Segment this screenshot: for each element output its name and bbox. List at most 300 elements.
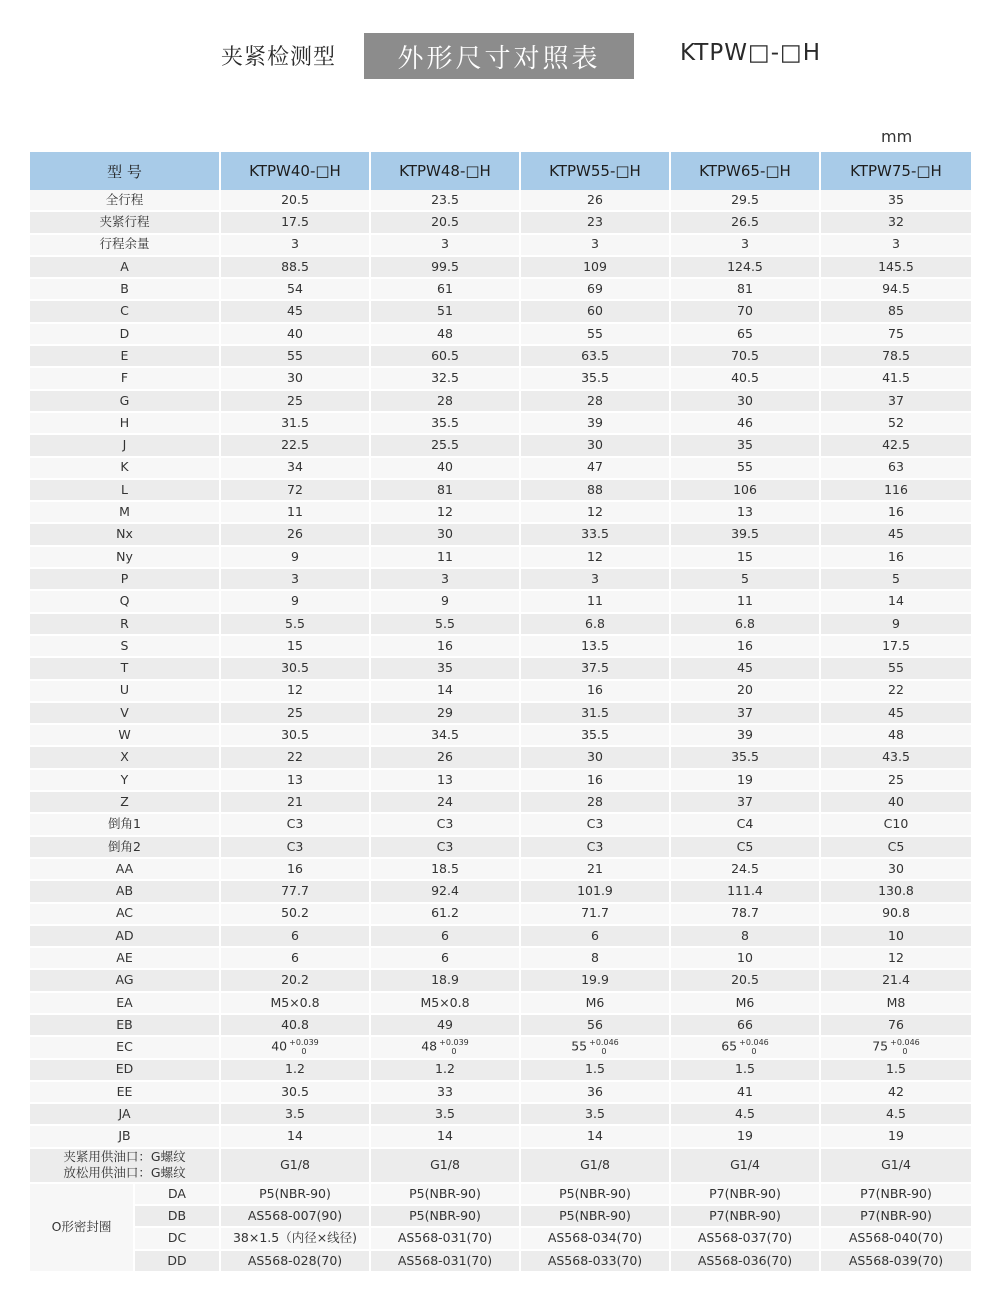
table-cell: 15 (671, 547, 821, 569)
row-label: M (30, 502, 221, 524)
table-cell: 25.5 (371, 435, 521, 457)
row-label: H (30, 413, 221, 435)
table-cell: 1.5 (671, 1060, 821, 1082)
table-cell: 4.5 (821, 1104, 971, 1126)
table-row (30, 658, 971, 680)
table-row (30, 770, 971, 792)
table-row (30, 591, 971, 613)
table-row (30, 926, 971, 948)
table-cell: 28 (521, 792, 671, 814)
table-cell: 61.2 (371, 904, 521, 926)
table-row (30, 904, 971, 926)
table-cell: C3 (371, 837, 521, 859)
table-cell: 21.4 (821, 970, 971, 992)
table-row (30, 636, 971, 658)
table-cell: 24 (371, 792, 521, 814)
table-row (30, 725, 971, 747)
table-body (30, 190, 971, 1273)
table-row (30, 279, 971, 301)
header-model: KTPW75-□H (821, 152, 971, 190)
table-cell: 14 (371, 681, 521, 703)
table-cell: 36 (521, 1082, 671, 1104)
table-cell: 30 (821, 859, 971, 881)
table-cell: 3 (371, 569, 521, 591)
table-cell: 30.5 (221, 1082, 371, 1104)
table-cell: P7(NBR-90) (821, 1184, 971, 1206)
table-cell: 22 (221, 747, 371, 769)
table-cell: 37 (671, 703, 821, 725)
table-cell: 37 (821, 391, 971, 413)
table-row (30, 948, 971, 970)
table-cell: 51 (371, 301, 521, 323)
table-row (30, 970, 971, 992)
table-cell: 41 (671, 1082, 821, 1104)
table-cell: 56 (521, 1015, 671, 1037)
table-cell: G1/4 (821, 1149, 971, 1184)
row-label: L (30, 480, 221, 502)
table-cell: C3 (521, 814, 671, 836)
table-row (30, 1082, 971, 1104)
table-cell: 30 (521, 435, 671, 457)
table-cell: 6.8 (521, 614, 671, 636)
table-row (30, 1060, 971, 1082)
table-cell: 4.5 (671, 1104, 821, 1126)
row-label: EE (30, 1082, 221, 1104)
table-cell: 6.8 (671, 614, 821, 636)
table-row (30, 814, 971, 836)
table-cell: 40 (821, 792, 971, 814)
table-cell: 12 (521, 502, 671, 524)
table-cell: 50.2 (221, 904, 371, 926)
row-label: Z (30, 792, 221, 814)
table-row (30, 881, 971, 903)
table-cell: 3 (521, 235, 671, 257)
table-cell: 65 (671, 324, 821, 346)
table-cell: 10 (671, 948, 821, 970)
table-cell: 145.5 (821, 257, 971, 279)
table-cell: P5(NBR-90) (521, 1184, 671, 1206)
table-cell: 16 (521, 681, 671, 703)
row-label: Y (30, 770, 221, 792)
table-cell: P7(NBR-90) (671, 1184, 821, 1206)
oring-sub-label: DD (135, 1251, 221, 1273)
table-cell: 3 (371, 235, 521, 257)
table-cell: 63 (821, 458, 971, 480)
table-cell: 48 (821, 725, 971, 747)
table-row (30, 703, 971, 725)
row-label: 行程余量 (30, 235, 221, 257)
table-cell: 6 (221, 948, 371, 970)
table-cell: 13 (671, 502, 821, 524)
table-cell: 30 (221, 368, 371, 390)
table-cell: 54 (221, 279, 371, 301)
table-cell: 70 (671, 301, 821, 323)
table-cell: 61 (371, 279, 521, 301)
row-label: Q (30, 591, 221, 613)
table-cell: 45 (821, 524, 971, 546)
row-label: JB (30, 1126, 221, 1148)
table-cell: AS568-031(70) (371, 1251, 521, 1273)
table-cell: 30 (521, 747, 671, 769)
table-cell: 39 (521, 413, 671, 435)
table-cell: C3 (371, 814, 521, 836)
table-cell (521, 1037, 671, 1059)
table-cell: 28 (371, 391, 521, 413)
table-cell (671, 1037, 821, 1059)
row-label: D (30, 324, 221, 346)
table-cell: 3.5 (371, 1104, 521, 1126)
table-cell: P5(NBR-90) (221, 1184, 371, 1206)
table-cell: 24.5 (671, 859, 821, 881)
table-cell: 55 (221, 346, 371, 368)
table-cell: M6 (671, 993, 821, 1015)
table-cell: 3 (221, 235, 371, 257)
table-cell: 34.5 (371, 725, 521, 747)
table-cell: M6 (521, 993, 671, 1015)
table-cell: 32 (821, 212, 971, 234)
table-cell: AS568-039(70) (821, 1251, 971, 1273)
table-cell: 69 (521, 279, 671, 301)
table-cell: 21 (221, 792, 371, 814)
table-row (30, 1149, 971, 1184)
table-row (30, 190, 971, 212)
table-cell: AS568-036(70) (671, 1251, 821, 1273)
row-label: 倒角1 (30, 814, 221, 836)
table-cell: G1/4 (671, 1149, 821, 1184)
table-cell: 90.8 (821, 904, 971, 926)
unit-label: mm (881, 127, 913, 146)
row-label: 全行程 (30, 190, 221, 212)
table-cell: 116 (821, 480, 971, 502)
table-cell: 88 (521, 480, 671, 502)
table-cell: 81 (371, 480, 521, 502)
table-cell: 6 (371, 926, 521, 948)
table-row (30, 547, 971, 569)
table-cell: 3.5 (221, 1104, 371, 1126)
table-cell: 29 (371, 703, 521, 725)
table-cell: P5(NBR-90) (521, 1206, 671, 1228)
table-cell: G1/8 (221, 1149, 371, 1184)
table-cell: P5(NBR-90) (371, 1184, 521, 1206)
nominal-value: 75 (872, 1038, 889, 1054)
table-row (30, 413, 971, 435)
tolerance (739, 1038, 769, 1056)
table-cell: 35.5 (521, 368, 671, 390)
table-cell: 34 (221, 458, 371, 480)
table-header-row (30, 152, 971, 190)
table-cell: 18.5 (371, 859, 521, 881)
table-row (30, 614, 971, 636)
table-cell: 20.5 (671, 970, 821, 992)
table-cell: 35 (671, 435, 821, 457)
row-label: V (30, 703, 221, 725)
header-model: KTPW40-□H (221, 152, 371, 190)
table-cell: M8 (821, 993, 971, 1015)
table-cell: 9 (221, 547, 371, 569)
tolerance-lower: 0 (451, 1047, 457, 1057)
table-cell: 12 (521, 547, 671, 569)
row-label: T (30, 658, 221, 680)
table-cell: 101.9 (521, 881, 671, 903)
table-cell: AS568-037(70) (671, 1228, 821, 1250)
table-cell: 42 (821, 1082, 971, 1104)
table-cell: 13 (371, 770, 521, 792)
table-cell: 19 (671, 770, 821, 792)
table-cell: 11 (371, 547, 521, 569)
nominal-value: 65 (721, 1038, 738, 1054)
row-label: AD (30, 926, 221, 948)
table-cell: 13.5 (521, 636, 671, 658)
table-cell: 20.2 (221, 970, 371, 992)
table-row (30, 346, 971, 368)
row-label: 倒角2 (30, 837, 221, 859)
table-cell: 11 (521, 591, 671, 613)
row-label: J (30, 435, 221, 457)
table-cell: 55 (671, 458, 821, 480)
row-label: F (30, 368, 221, 390)
table-cell: 26 (521, 190, 671, 212)
table-cell: 78.7 (671, 904, 821, 926)
row-label: P (30, 569, 221, 591)
table-cell: 12 (371, 502, 521, 524)
table-cell: 45 (821, 703, 971, 725)
nominal-value: 48 (421, 1038, 438, 1054)
table-cell: 11 (671, 591, 821, 613)
table-cell: P7(NBR-90) (821, 1206, 971, 1228)
table-cell: 29.5 (671, 190, 821, 212)
table-cell: 12 (821, 948, 971, 970)
table-cell: 52 (821, 413, 971, 435)
table-cell: 35.5 (521, 725, 671, 747)
row-label: R (30, 614, 221, 636)
row-label: 夹紧行程 (30, 212, 221, 234)
table-row (30, 212, 971, 234)
table-cell: 70.5 (671, 346, 821, 368)
table-cell: 66 (671, 1015, 821, 1037)
table-cell: 9 (821, 614, 971, 636)
table-cell: 92.4 (371, 881, 521, 903)
table-cell: 32.5 (371, 368, 521, 390)
table-cell: 88.5 (221, 257, 371, 279)
table-cell: AS568-034(70) (521, 1228, 671, 1250)
row-label: AE (30, 948, 221, 970)
table-row (30, 1037, 971, 1059)
table-cell: 33 (371, 1082, 521, 1104)
table-cell: 6 (521, 926, 671, 948)
table-cell: 25 (221, 391, 371, 413)
table-cell: 111.4 (671, 881, 821, 903)
table-cell: 49 (371, 1015, 521, 1037)
table-row (30, 391, 971, 413)
oil-port-label (30, 1149, 221, 1184)
row-label: X (30, 747, 221, 769)
table-cell: 63.5 (521, 346, 671, 368)
table-cell: 35.5 (371, 413, 521, 435)
row-label: Ny (30, 547, 221, 569)
table-cell: 33.5 (521, 524, 671, 546)
table-cell: 19.9 (521, 970, 671, 992)
table-cell: 99.5 (371, 257, 521, 279)
row-label: AB (30, 881, 221, 903)
table-cell: 6 (221, 926, 371, 948)
table-cell: AS568-033(70) (521, 1251, 671, 1273)
table-cell: 48 (371, 324, 521, 346)
table-cell: M5×0.8 (371, 993, 521, 1015)
table-cell: AS568-040(70) (821, 1228, 971, 1250)
table-cell (821, 1037, 971, 1059)
table-cell: 81 (671, 279, 821, 301)
row-label: A (30, 257, 221, 279)
table-cell: 5 (671, 569, 821, 591)
table-cell: 1.5 (521, 1060, 671, 1082)
nominal-value: 55 (571, 1038, 588, 1054)
table-cell: 38×1.5（内径×线径) (221, 1228, 371, 1250)
table-cell: 5 (821, 569, 971, 591)
table-cell: 17.5 (221, 212, 371, 234)
table-cell: C3 (521, 837, 671, 859)
header-model-label: 型 号 (30, 152, 221, 190)
table-cell: AS568-028(70) (221, 1251, 371, 1273)
row-label: AA (30, 859, 221, 881)
table-cell: 11 (221, 502, 371, 524)
table-cell: 39 (671, 725, 821, 747)
table-row (30, 324, 971, 346)
table-row (30, 1251, 971, 1273)
table-row (30, 859, 971, 881)
table-cell: 5.5 (221, 614, 371, 636)
table-cell: G1/8 (371, 1149, 521, 1184)
table-cell: 77.7 (221, 881, 371, 903)
table-cell: 40.8 (221, 1015, 371, 1037)
row-label: EC (30, 1037, 221, 1059)
table-cell: AS568-007(90) (221, 1206, 371, 1228)
tolerance-upper: +0.039 (289, 1038, 319, 1048)
clamp-port-label: 夹紧用供油口：G螺纹 (63, 1149, 186, 1165)
table-row (30, 792, 971, 814)
tolerance-upper: +0.039 (439, 1038, 469, 1048)
table-cell: 43.5 (821, 747, 971, 769)
table-cell: 30 (371, 524, 521, 546)
table-cell: 9 (371, 591, 521, 613)
table-cell: 41.5 (821, 368, 971, 390)
table-cell: 30 (671, 391, 821, 413)
table-cell: 13 (221, 770, 371, 792)
table-cell: 35 (371, 658, 521, 680)
table-row (30, 747, 971, 769)
table-cell (221, 1037, 371, 1059)
tolerance-lower: 0 (601, 1047, 607, 1057)
table-cell: 46 (671, 413, 821, 435)
oring-sub-label: DC (135, 1228, 221, 1250)
table-cell: 16 (221, 859, 371, 881)
row-label: W (30, 725, 221, 747)
row-label: ED (30, 1060, 221, 1082)
table-row (30, 458, 971, 480)
table-cell: 25 (221, 703, 371, 725)
table-row (30, 235, 971, 257)
table-cell: 106 (671, 480, 821, 502)
table-cell: 15 (221, 636, 371, 658)
table-cell: C3 (221, 837, 371, 859)
table-cell: 124.5 (671, 257, 821, 279)
table-row (30, 257, 971, 279)
table-cell: 130.8 (821, 881, 971, 903)
table-cell: 45 (221, 301, 371, 323)
table-cell: C10 (821, 814, 971, 836)
oring-sub-label: DA (135, 1184, 221, 1206)
tolerance-lower: 0 (751, 1047, 757, 1057)
table-cell: P5(NBR-90) (371, 1206, 521, 1228)
table-cell: 1.5 (821, 1060, 971, 1082)
table-cell: 30.5 (221, 658, 371, 680)
table-cell: 14 (821, 591, 971, 613)
table-cell: 47 (521, 458, 671, 480)
table-cell: 8 (521, 948, 671, 970)
table-cell: 37.5 (521, 658, 671, 680)
tolerance (289, 1038, 319, 1056)
table-cell: 40 (371, 458, 521, 480)
table-cell: 26 (221, 524, 371, 546)
table-cell: 22.5 (221, 435, 371, 457)
table-row (30, 502, 971, 524)
table-row (30, 1104, 971, 1126)
header-model: KTPW55-□H (521, 152, 671, 190)
table-cell: 75 (821, 324, 971, 346)
row-label: C (30, 301, 221, 323)
row-label: AC (30, 904, 221, 926)
table-cell: C4 (671, 814, 821, 836)
tolerance (890, 1038, 920, 1056)
table-row (30, 1015, 971, 1037)
table-cell: 22 (821, 681, 971, 703)
table-cell: 45 (671, 658, 821, 680)
table-row (30, 1126, 971, 1148)
table-cell: 3 (221, 569, 371, 591)
table-cell: 72 (221, 480, 371, 502)
tolerance-upper: +0.046 (739, 1038, 769, 1048)
table-cell: 23 (521, 212, 671, 234)
table-row (30, 681, 971, 703)
table-cell: 9 (221, 591, 371, 613)
table-cell: 35.5 (671, 747, 821, 769)
table-cell: G1/8 (521, 1149, 671, 1184)
table-cell: 19 (821, 1126, 971, 1148)
row-label: EA (30, 993, 221, 1015)
row-label: B (30, 279, 221, 301)
table-cell: 31.5 (221, 413, 371, 435)
model-series-title: KTPW□-□H (680, 40, 822, 66)
row-label: EB (30, 1015, 221, 1037)
row-label: E (30, 346, 221, 368)
table-row (30, 1184, 971, 1206)
table-cell: 23.5 (371, 190, 521, 212)
tolerance-lower: 0 (301, 1047, 307, 1057)
table-cell: 42.5 (821, 435, 971, 457)
tolerance (589, 1038, 619, 1056)
table-cell: 16 (671, 636, 821, 658)
table-cell: 19 (671, 1126, 821, 1148)
table-cell: 16 (371, 636, 521, 658)
table-cell: 6 (371, 948, 521, 970)
release-port-label: 放松用供油口：G螺纹 (63, 1165, 186, 1181)
table-cell: 20 (671, 681, 821, 703)
header-model: KTPW48-□H (371, 152, 521, 190)
oring-sub-label: DB (135, 1206, 221, 1228)
table-cell: 16 (821, 547, 971, 569)
oring-label: O形密封圈 (30, 1184, 135, 1273)
table-row (30, 301, 971, 323)
table-cell: 94.5 (821, 279, 971, 301)
